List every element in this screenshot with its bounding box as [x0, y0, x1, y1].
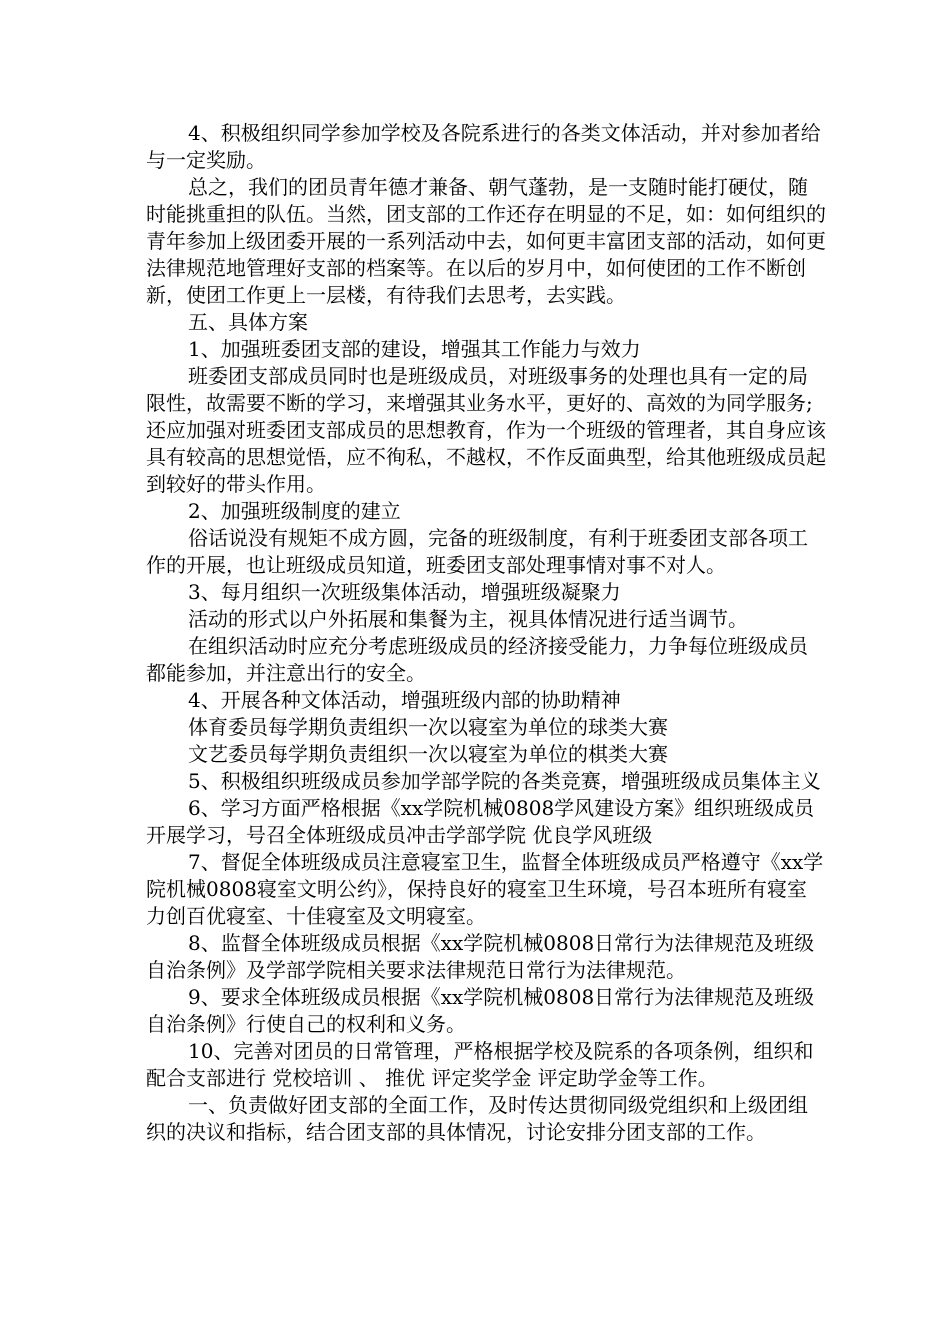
section-heading: 五、具体方案 [188, 310, 308, 334]
list-item-heading: 3、每月组织一次班级集体活动，增强班级凝聚力 [188, 580, 621, 604]
paragraph: 俗话说没有规矩不成方圆，完备的班级制度，有利于班委团支部各项工作的开展，也让班级成员知道，班委团支部处理事情对事不对人。 [146, 526, 808, 577]
document-body [146, 120, 826, 1146]
paragraph: 文艺委员每学期负责组织一次以寝室为单位的棋类大赛 [188, 742, 668, 766]
paragraph: 体育委员每学期负责组织一次以寝室为单位的球类大赛 [188, 715, 668, 739]
list-item: 6、学习方面严格根据《xx学院机械0808学风建设方案》组织班级成员开展学习，号召全体班级成员冲击学部学院 优良学风班级 [146, 796, 815, 847]
list-item-heading: 4、开展各种文体活动，增强班级内部的协助精神 [188, 688, 621, 712]
paragraph: 总之，我们的团员青年德才兼备、朝气蓬勃，是一支随时能打硬仗，随时能挑重担的队伍。当然，团支部的工作还存在明显的不足，如：如何组织的青年参加上级团委开展的一系列活动中去，如何更丰富团支部的活动，如何更法律规范地管理好支部的档案等。在以后的岁月中，如何使团的工作不断创新，使团工作更上一层楼，有待我们去思考，去实践。 [146, 175, 826, 307]
list-item: 9、要求全体班级成员根据《xx学院机械0808日常行为法律规范及班级自治条例》行使自己的权利和义务。 [146, 985, 815, 1036]
list-item-heading: 2、加强班级制度的建立 [188, 499, 401, 523]
paragraph: 4、积极组织同学参加学校及各院系进行的各类文体活动，并对参加者给与一定奖励。 [146, 121, 821, 172]
list-item: 8、监督全体班级成员根据《xx学院机械0808日常行为法律规范及班级自治条例》及学部学院相关要求法律规范日常行为法律规范。 [146, 931, 815, 982]
paragraph: 活动的形式以户外拓展和集餐为主，视具体情况进行适当调节。 [188, 607, 748, 631]
list-item: 7、督促全体班级成员注意寝室卫生，监督全体班级成员严格遵守《xx学院机械0808寝室文明公约》，保持良好的寝室卫生环境，号召本班所有寝室力创百优寝室、十佳寝室及文明寝室。 [146, 850, 824, 928]
paragraph: 一、负责做好团支部的全面工作，及时传达贯彻同级党组织和上级团组织的决议和指标，结合团支部的具体情况，讨论安排分团支部的工作。 [146, 1093, 808, 1144]
list-item: 10、完善对团员的日常管理，严格根据学校及院系的各项条例，组织和配合支部进行 党校培训 、 推优 评定奖学金 评定助学金等工作。 [146, 1039, 814, 1090]
paragraph: 在组织活动时应充分考虑班级成员的经济接受能力，力争每位班级成员都能参加，并注意出行的安全。 [146, 634, 808, 685]
list-item-heading: 1、加强班委团支部的建设，增强其工作能力与效力 [188, 337, 641, 361]
list-item: 5、积极组织班级成员参加学部学院的各类竞赛，增强班级成员集体主义 [188, 769, 821, 793]
paragraph: 班委团支部成员同时也是班级成员，对班级事务的处理也具有一定的局限性，故需要不断的学习，来增强其业务水平，更好的、高效的为同学服务;还应加强对班委团支部成员的思想教育，作为一个班级的管理者，其自身应该具有较高的思想觉悟，应不徇私，不越权，不作反面典型，给其他班级成员起到较好的带头作用。 [146, 364, 826, 496]
